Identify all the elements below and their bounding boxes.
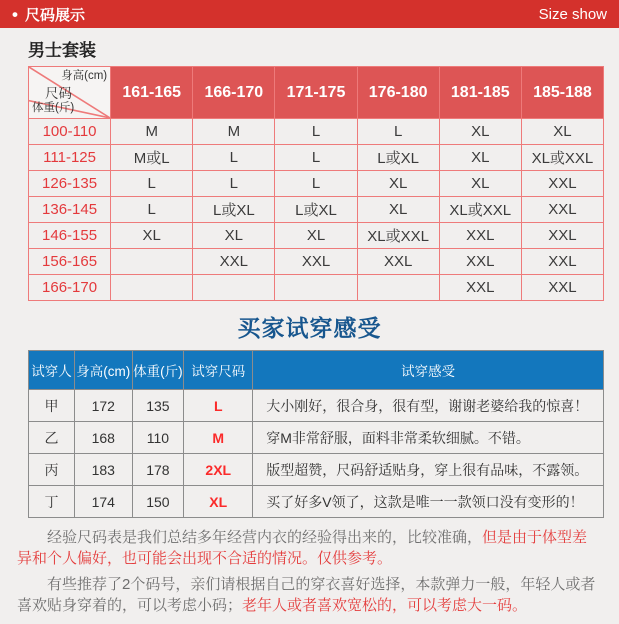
size-value-cell: XXL: [521, 197, 603, 223]
fit-table-column-header: 试穿人: [29, 351, 75, 390]
weight-range-cell: 111-125: [29, 145, 111, 171]
size-value-cell: L: [275, 145, 357, 171]
notes-section: [17, 527, 602, 616]
fit-person-cell: 甲: [29, 390, 75, 422]
weight-range-cell: 136-145: [29, 197, 111, 223]
fit-weight-cell: 135: [132, 390, 184, 422]
size-table-row: [29, 145, 604, 171]
note2-red-text: 老年人或者喜欢宽松的，可以考虑大一码。: [242, 597, 528, 614]
size-value-cell: XXL: [521, 275, 603, 301]
note-paragraph-1: [17, 527, 602, 569]
size-value-cell: [111, 249, 193, 275]
note1-gray-text: 经验尺码表是我们总结多年经营内衣的经验得出来的，比较准确，: [47, 529, 483, 546]
size-value-cell: L或XL: [357, 145, 439, 171]
size-value-cell: L: [193, 145, 275, 171]
fit-comment-cell: 穿M非常舒服，面料非常柔软细腻。不错。: [253, 422, 604, 454]
fit-height-cell: 183: [75, 454, 133, 486]
size-value-cell: XL: [521, 119, 603, 145]
size-table-row: [29, 275, 604, 301]
size-value-cell: XXL: [275, 249, 357, 275]
size-value-cell: L: [357, 119, 439, 145]
buyer-fit-heading: 买家试穿感受: [237, 315, 382, 341]
size-table-row: [29, 249, 604, 275]
size-value-cell: XL或XXL: [357, 223, 439, 249]
corner-label-height: 身高(cm): [61, 70, 108, 82]
section-title-bar: [0, 0, 619, 28]
size-value-cell: L: [275, 171, 357, 197]
corner-label-weight: 体重(斤): [32, 101, 75, 114]
size-value-cell: XL或XXL: [521, 145, 603, 171]
size-value-cell: L: [111, 197, 193, 223]
height-range-header: 161-165: [111, 67, 193, 119]
size-value-cell: [357, 275, 439, 301]
size-value-cell: XXL: [193, 249, 275, 275]
fit-weight-cell: 178: [132, 454, 184, 486]
diagonal-corner-cell: [29, 67, 111, 119]
weight-range-cell: 100-110: [29, 119, 111, 145]
fit-table-row: [29, 454, 604, 486]
size-value-cell: XL: [439, 171, 521, 197]
fit-comment-cell: 买了好多V领了，这款是唯一一款领口没有变形的！: [253, 486, 604, 518]
fit-height-cell: 168: [75, 422, 133, 454]
height-range-header: 166-170: [193, 67, 275, 119]
size-value-cell: [275, 275, 357, 301]
size-value-cell: XL: [357, 197, 439, 223]
size-table-row: [29, 119, 604, 145]
size-table-row: [29, 197, 604, 223]
fit-table-column-header: 试穿尺码: [184, 351, 253, 390]
fit-weight-cell: 110: [132, 422, 184, 454]
note2-gray-text: 有些推荐了2个码号，亲们请根据自己的穿衣喜好选择，本款弹力一般，年轻人或者喜欢贴身穿着的，可以考虑小码；: [17, 576, 596, 614]
weight-range-cell: 146-155: [29, 223, 111, 249]
fit-comment-cell: 版型超赞，尺码舒适贴身，穿上很有品味，不露领。: [253, 454, 604, 486]
size-value-cell: L: [193, 171, 275, 197]
weight-range-cell: 166-170: [29, 275, 111, 301]
fit-size-cell: 2XL: [184, 454, 253, 486]
note-paragraph-2: [17, 574, 602, 616]
fit-height-cell: 174: [75, 486, 133, 518]
fit-person-cell: 丙: [29, 454, 75, 486]
fit-person-cell: 乙: [29, 422, 75, 454]
size-value-cell: XL或XXL: [439, 197, 521, 223]
height-range-header: 181-185: [439, 67, 521, 119]
note1-red-text: 但是由于体型差异和个人偏好，也可能会出现不合适的情况。仅供参考。: [17, 529, 588, 567]
buyer-fit-table: [28, 350, 604, 518]
size-value-cell: XL: [439, 119, 521, 145]
fit-table-row: [29, 486, 604, 518]
size-value-cell: M: [111, 119, 193, 145]
size-value-cell: XL: [357, 171, 439, 197]
fit-height-cell: 172: [75, 390, 133, 422]
corner-label-size: 尺码: [45, 86, 72, 101]
size-value-cell: XXL: [439, 249, 521, 275]
fit-size-cell: L: [184, 390, 253, 422]
size-value-cell: XL: [439, 145, 521, 171]
size-chart-header-row: [29, 67, 604, 119]
size-value-cell: XXL: [521, 171, 603, 197]
fit-size-cell: M: [184, 422, 253, 454]
bullet-icon: •: [12, 4, 18, 24]
size-value-cell: [193, 275, 275, 301]
weight-range-cell: 156-165: [29, 249, 111, 275]
size-value-cell: XXL: [439, 275, 521, 301]
size-table-row: [29, 223, 604, 249]
size-value-cell: L或XL: [275, 197, 357, 223]
size-value-cell: M: [193, 119, 275, 145]
size-value-cell: L: [275, 119, 357, 145]
size-value-cell: XL: [275, 223, 357, 249]
fit-table-column-header: 试穿感受: [253, 351, 604, 390]
height-range-header: 185-188: [521, 67, 603, 119]
size-value-cell: XXL: [521, 249, 603, 275]
size-show-title-text: 尺码展示: [24, 6, 85, 24]
mens-suit-heading: 男士套装: [28, 41, 96, 60]
size-show-subtitle: Size show: [538, 5, 607, 23]
size-value-cell: XXL: [357, 249, 439, 275]
fit-person-cell: 丁: [29, 486, 75, 518]
size-value-cell: XL: [111, 223, 193, 249]
fit-table-row: [29, 390, 604, 422]
fit-table-column-header: 身高(cm): [75, 351, 133, 390]
weight-range-cell: 126-135: [29, 171, 111, 197]
size-value-cell: M或L: [111, 145, 193, 171]
fit-table-row: [29, 422, 604, 454]
fit-weight-cell: 150: [132, 486, 184, 518]
size-value-cell: [111, 275, 193, 301]
fit-size-cell: XL: [184, 486, 253, 518]
height-range-header: 171-175: [275, 67, 357, 119]
size-chart-table: [28, 66, 604, 301]
size-value-cell: XXL: [521, 223, 603, 249]
size-table-row: [29, 171, 604, 197]
size-value-cell: L: [111, 171, 193, 197]
fit-table-header-row: [29, 351, 604, 390]
fit-table-column-header: 体重(斤): [132, 351, 184, 390]
fit-comment-cell: 大小刚好，很合身，很有型，谢谢老婆给我的惊喜！: [253, 390, 604, 422]
height-range-header: 176-180: [357, 67, 439, 119]
size-value-cell: L或XL: [193, 197, 275, 223]
size-value-cell: XL: [193, 223, 275, 249]
size-show-title: [12, 4, 85, 25]
size-value-cell: XXL: [439, 223, 521, 249]
